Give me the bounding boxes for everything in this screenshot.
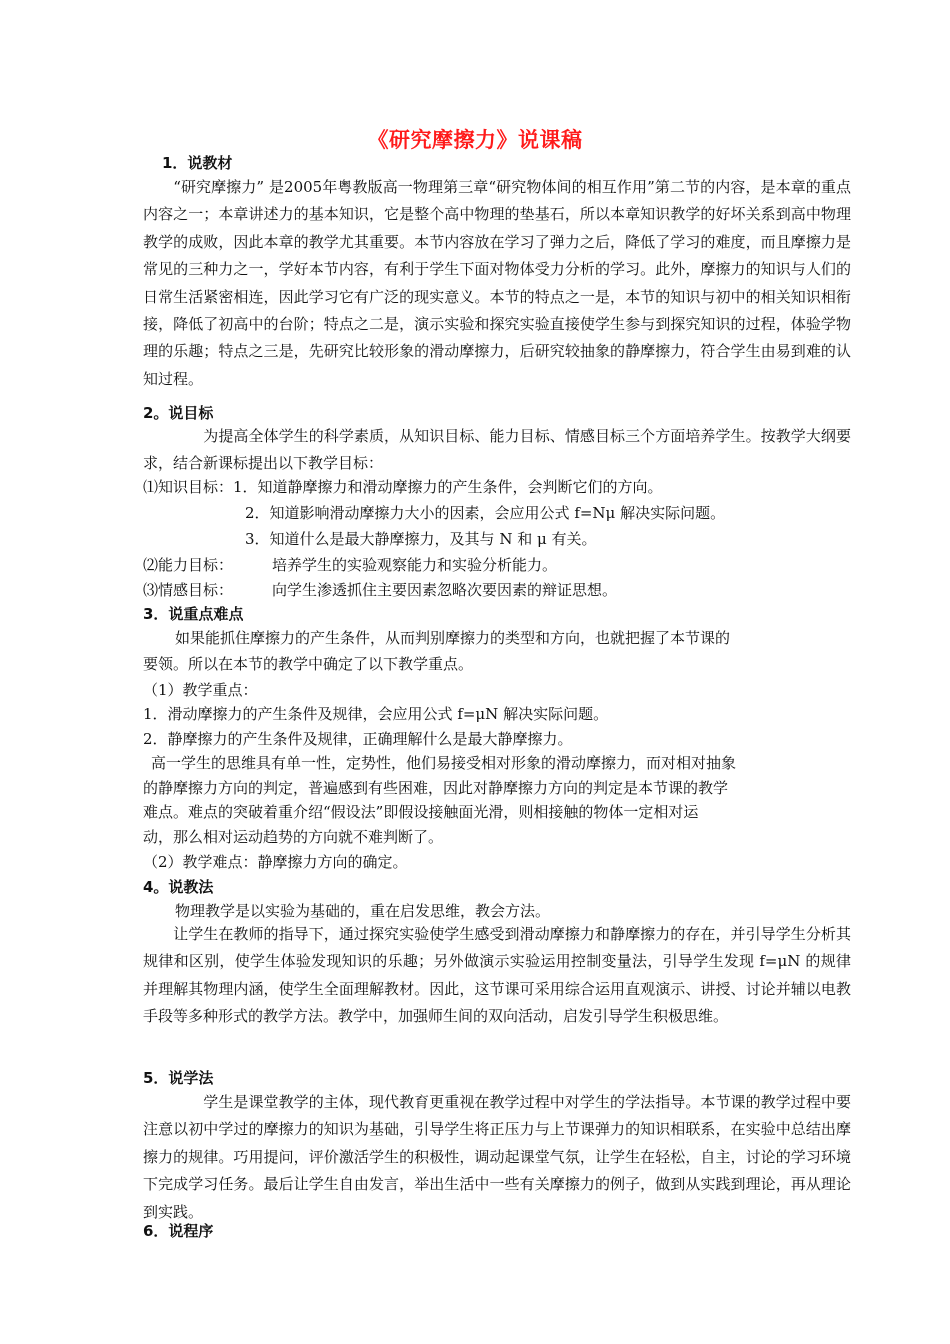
section-heading-2: 2。说目标: [143, 404, 214, 422]
section-heading-3: 3．说重点难点: [143, 605, 244, 623]
paragraph: “研究摩擦力” 是2005年粤教版高一物理第三章“研究物体间的相互作用”第二节的内容，是本章的重点内容之一；本章讲述力的基本知识，它是整个高中物理的垫基石，所以本章知识教学的好坏关系到高中物理教学的成败，因此本章的教学尤其重要。本节内容放在学习了弹力之后，降低了学习的难度，而且摩擦力是常见的三种力之一，学好本节内容，有利于学生下面对物体受力分析的学习。此外，摩擦力的知识与人们的日常生活紧密相连，因此学习它有广泛的现实意义。本节的特点之一是，本节的知识与初中的相关知识相衔接，降低了初高中的台阶；特点之二是，演示实验和探究实验直接使学生参与到探究知识的过程，体验学物理的乐趣；特点之三是，先研究比较形象的滑动摩擦力，后研究较抽象的静摩擦力，符合学生由易到难的认知过程。: [143, 178, 851, 388]
ability-goal-label: ⑵能力目标：: [143, 556, 234, 574]
section-3-line-1: 如果能抓住摩擦力的产生条件，从而判别摩擦力的类型和方向，也就把握了本节课的: [175, 629, 731, 647]
section-2-intro: [143, 423, 851, 478]
knowledge-goal-3: 3．知道什么是最大静摩擦力，及其与 N 和 μ 有关。: [245, 530, 597, 548]
section-4-line-1: 物理教学是以实验为基础的，重在启发思维，教会方法。: [175, 902, 551, 920]
section-heading-4: 4。说教法: [143, 878, 214, 896]
section-5-paragraph: [143, 1089, 851, 1226]
key-point-2: 2．静摩擦力的产生条件及规律，正确理解什么是最大静摩擦力。: [143, 730, 573, 748]
section-3-line-4: 的静摩擦力方向的判定，普遍感到有些困难，因此对静摩擦力方向的判定是本节课的教学: [143, 779, 729, 797]
section-4-paragraph: [143, 921, 851, 1031]
key-points-label: （1）教学重点：: [143, 681, 258, 699]
ability-goal-text: 培养学生的实验观察能力和实验分析能力。: [272, 556, 558, 574]
section-3-line-3: 高一学生的思维具有单一性，定势性，他们易接受相对形象的滑动摩擦力，而对相对抽象: [151, 754, 737, 772]
section-1-paragraph: [143, 174, 851, 393]
key-point-1: 1．滑动摩擦力的产生条件及规律，会应用公式 f=μN 解决实际问题。: [143, 705, 609, 723]
knowledge-goal-2: 2．知道影响滑动摩擦力大小的因素，会应用公式 f=Nμ 解决实际问题。: [245, 504, 726, 522]
section-heading-1: 1．说教材: [162, 154, 233, 172]
paragraph: 让学生在教师的指导下，通过探究实验使学生感受到滑动摩擦力和静摩擦力的存在，并引导学生分析其规律和区别，使学生体验发现知识的乐趣；另外做演示实验运用控制变量法，引导学生发现 f=μN 的规律并理解其物理内涵，使学生全面理解教材。因此，这节课可采用综合运用直观演示、讲授、讨论并辅以电教手段等多种形式的教学方法。教学中，加强师生间的双向活动，启发引导学生积极思维。: [143, 925, 851, 1026]
page-title: 《研究摩擦力》说课稿: [367, 128, 583, 152]
section-heading-6: 6．说程序: [143, 1222, 214, 1240]
paragraph: 学生是课堂教学的主体，现代教育更重视在教学过程中对学生的学法指导。本节课的教学过程中要注意以初中学过的摩擦力的知识为基础，引导学生将正压力与上节课弹力的知识相联系，在实验中总结出摩擦力的规律。巧用提问，评价激活学生的积极性，调动起课堂气氛，让学生在轻松，自主，讨论的学习环境下完成学习任务。最后让学生自由发言，举出生活中一些有关摩擦力的例子，做到从实践到理论，再从理论到实践。: [143, 1093, 851, 1221]
emotion-goal-text: 向学生渗透抓住主要因素忽略次要因素的辩证思想。: [272, 581, 618, 599]
section-3-line-6: 动，那么相对运动趋势的方向就不难判断了。: [143, 828, 444, 846]
paragraph: 为提高全体学生的科学素质，从知识目标、能力目标、情感目标三个方面培养学生。按教学大纲要求，结合新课标提出以下教学目标：: [143, 427, 851, 473]
difficulty-point: （2）教学难点：静摩擦力方向的确定。: [143, 853, 408, 871]
section-heading-5: 5．说学法: [143, 1069, 214, 1087]
knowledge-goal-1: ⑴知识目标：1．知道静摩擦力和滑动摩擦力的产生条件，会判断它们的方向。: [143, 478, 663, 496]
section-3-line-5: 难点。难点的突破着重介绍“假设法”即假设接触面光滑，则相接触的物体一定相对运: [143, 803, 699, 821]
emotion-goal-label: ⑶情感目标：: [143, 581, 234, 599]
section-3-line-2: 要领。所以在本节的教学中确定了以下教学重点。: [143, 655, 474, 673]
